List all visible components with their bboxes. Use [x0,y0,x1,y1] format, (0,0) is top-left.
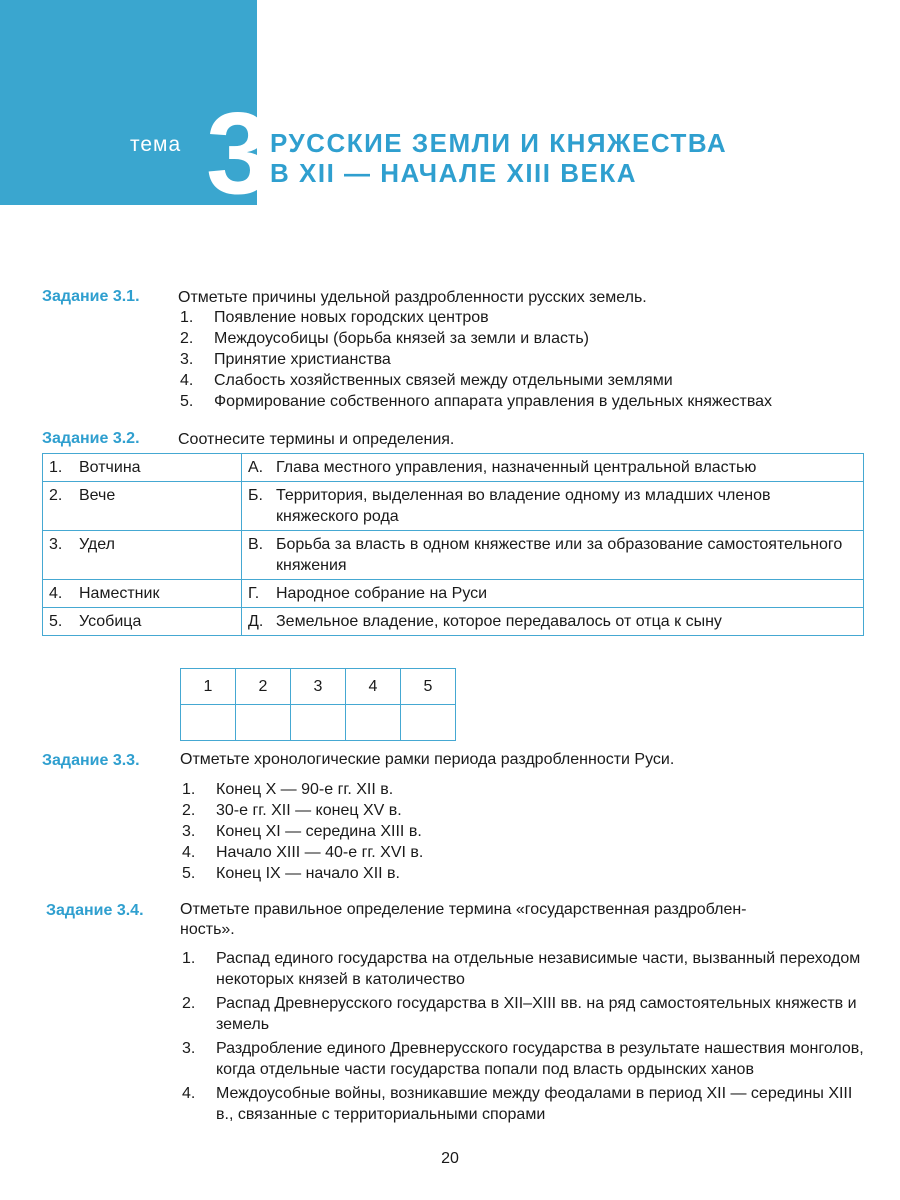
term: Удел [79,536,115,553]
page-number: 20 [441,1150,459,1167]
list-item[interactable]: 4. Слабость хозяйственных связей между отдельными землями [180,372,673,389]
answer-cell[interactable] [346,705,401,741]
term: Вотчина [79,459,141,476]
task-3-3-question: Отметьте хронологические рамки периода раздробленности Руси. [180,751,675,768]
list-item[interactable]: 5. Конец IX — начало XII в. [182,865,400,882]
answer-cell[interactable] [291,705,346,741]
task-3-2-label: Задание 3.2. [42,430,140,447]
list-item[interactable]: 2. Распад Древнерусского государства в XII–XIII вв. на ряд самостоятельных княжеств и земель [182,995,857,1033]
term: Наместник [79,585,160,602]
table-row: 5. Усобица Д. Земельное владение, которое передавалось от отца к сыну [43,608,864,636]
definition: Глава местного управления, назначенный центральной властью [276,459,757,476]
task-3-2-question: Соотнесите термины и определения. [178,431,455,448]
chapter-title [270,128,727,188]
answer-cell[interactable] [181,705,236,741]
answer-grid-header: 1 2 3 4 5 [181,669,456,705]
tema-number: 3 [206,88,271,218]
answer-grid [180,668,456,741]
list-item[interactable]: 4. Начало XIII — 40-е гг. XVI в. [182,844,424,861]
table-row: 3. Удел В. Борьба за власть в одном княжестве или за образование самостоятельного княжения [43,531,864,580]
definition: Борьба за власть в одном княжестве или за образование самостоятельного княжения [276,536,843,574]
task-3-1-label: Задание 3.1. [42,288,140,305]
list-item[interactable]: 3. Раздробление единого Древнерусского государства в результате нашествия монголов, когда отдельные части государства попали под власть ордынских ханов [182,1040,864,1078]
answer-cell[interactable] [401,705,456,741]
answer-cell[interactable] [236,705,291,741]
task-3-4-label: Задание 3.4. [46,902,144,919]
task-3-1-question: Отметьте причины удельной раздробленности русских земель. [178,289,647,306]
tema-label: тема [130,133,182,156]
list-item[interactable]: 5. Формирование собственного аппарата управления в удельных княжествах [180,393,773,410]
definition: Территория, выделенная во владение одному из младших членов княжеского рода [276,487,771,525]
list-item[interactable]: 4. Междоусобные войны, возникавшие между феодалами в период XII — середины XIII в., связанные с территориальными спорами [182,1085,853,1123]
task-3-4-question: Отметьте правильное определение термина «государственная раздроблен- ность». [180,901,747,938]
task-3-3-label: Задание 3.3. [42,752,140,769]
table-row: 4. Наместник Г. Народное собрание на Руси [43,580,864,608]
list-item[interactable]: 1. Конец X — 90-е гг. XII в. [182,781,394,798]
chapter-title-line-2: В XII — НАЧАЛЕ XIII ВЕКА [270,158,637,188]
chapter-title-line-1: РУССКИЕ ЗЕМЛИ И КНЯЖЕСТВА [270,128,728,158]
list-item[interactable]: 3. Принятие христианства [180,351,391,368]
answer-grid-inputs [181,705,456,741]
table-row: 1. Вотчина А. Глава местного управления, назначенный центральной властью [43,454,864,482]
list-item[interactable]: 1. Распад единого государства на отдельные независимые части, вызванный переходом некоторых князей в католичество [182,950,861,988]
task-3-3-options [182,779,423,884]
matching-table [42,453,864,636]
task-3-4-options [182,948,872,1125]
list-item[interactable]: 1. Появление новых городских центров [180,309,489,326]
term: Вече [79,487,116,504]
list-item[interactable]: 2. Междоусобицы (борьба князей за земли и власть) [180,330,589,347]
definition: Земельное владение, которое передавалось от отца к сыну [276,613,722,630]
list-item[interactable]: 2. 30-е гг. XII — конец XV в. [182,802,402,819]
term: Усобица [79,613,142,630]
task-3-1-options [180,307,772,412]
table-row: 2. Вече Б. Территория, выделенная во владение одному из младших членов княжеского рода [43,482,864,531]
definition: Народное собрание на Руси [276,585,488,602]
list-item[interactable]: 3. Конец XI — середина XIII в. [182,823,422,840]
